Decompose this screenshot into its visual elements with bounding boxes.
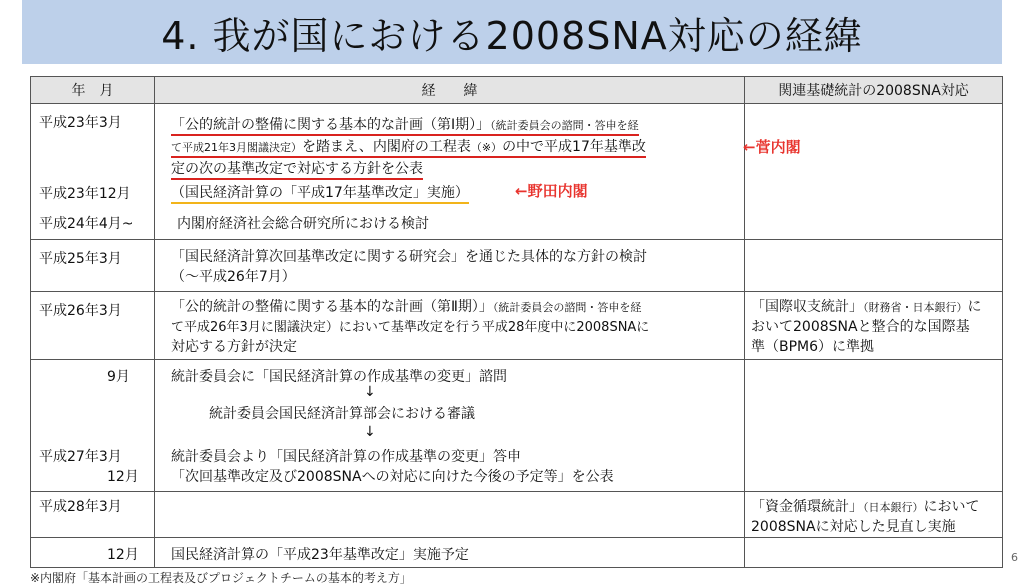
history-line: 国民経済計算の「平成23年基準改定」実施予定 <box>171 547 469 563</box>
date-cell <box>31 104 155 240</box>
related-cell <box>745 292 1003 360</box>
related-line <box>751 496 980 516</box>
history-line: 統計委員会国民経済計算部会における審議 <box>209 406 475 422</box>
related-line: 準（BPM6）に準拠 <box>751 339 875 355</box>
history-cell <box>155 492 745 538</box>
table-row <box>31 360 1003 492</box>
history-text: の中で平成17年基準改 <box>502 139 646 155</box>
date-text: 平成27年3月 <box>39 449 122 465</box>
table-row <box>31 538 1003 568</box>
history-line: （国民経済計算の「平成17年基準改定」実施） <box>171 182 469 204</box>
footnote-mark: （※） <box>470 141 503 154</box>
date-text: 平成28年3月 <box>39 499 122 515</box>
history-cell <box>155 240 745 292</box>
page-number: 6 <box>1011 551 1018 564</box>
plan-note: （統計委員会の諮問・答申を経 <box>492 301 642 314</box>
table-row <box>31 104 1003 240</box>
plan-name: 「公的統計の整備に関する基本的な計画（第Ⅰ期）」 <box>171 117 491 133</box>
related-cell <box>745 104 1003 240</box>
title-banner <box>22 0 1002 64</box>
date-cell <box>31 240 155 292</box>
arrow-down-icon: ↓ <box>364 424 376 440</box>
date-cell <box>31 360 155 492</box>
history-table <box>30 76 1003 568</box>
date-text: 平成25年3月 <box>39 251 122 267</box>
related-text: において <box>923 499 980 515</box>
history-line <box>171 114 639 136</box>
footnote: ※内閣府「基本計画の工程表及びプロジェクトチームの基本的考え方」 <box>30 571 412 585</box>
plan-name: 「公的統計の整備に関する基本的な計画（第Ⅱ期）」 <box>171 299 493 315</box>
date-text: 平成24年4月~ <box>39 216 134 232</box>
table-row <box>31 240 1003 292</box>
date-text: 平成23年3月 <box>39 115 122 131</box>
table-row <box>31 492 1003 538</box>
date-text: 12月 <box>107 547 139 563</box>
table-row <box>31 292 1003 360</box>
header-related: 関連基礎統計の2008SNA対応 <box>745 77 1003 104</box>
header-date: 年 月 <box>31 77 155 104</box>
history-line: 対応する方針が決定 <box>171 339 297 355</box>
history-line: 内閣府経済社会総合研究所における検討 <box>177 216 429 232</box>
related-cell <box>745 538 1003 568</box>
page-title: 4. 我が国における2008SNA対応の経緯 <box>161 13 863 58</box>
related-cell <box>745 492 1003 538</box>
history-line <box>171 136 646 158</box>
stat-name: 「国際収支統計」 <box>751 299 863 315</box>
history-line: て平成26年3月に閣議決定）において基準改定を行う平成28年度中に2008SNAに <box>171 320 650 335</box>
kan-cabinet-annotation: ←菅内閣 <box>743 138 801 156</box>
arrow-down-icon: ↓ <box>364 384 376 400</box>
history-line: 統計委員会より「国民経済計算の作成基準の変更」答申 <box>171 449 521 465</box>
history-line <box>171 296 641 316</box>
date-text: 平成23年12月 <box>39 186 131 202</box>
history-cell <box>155 360 745 492</box>
stat-name: 「資金循環統計」 <box>751 499 863 515</box>
related-line <box>751 296 982 316</box>
date-text: 9月 <box>107 369 130 385</box>
related-cell <box>745 360 1003 492</box>
history-line: 定の次の基準改定で対応する方針を公表 <box>171 158 423 180</box>
plan-note: て平成21年3月閣議決定） <box>171 141 302 154</box>
noda-cabinet-annotation: ←野田内閣 <box>515 182 588 200</box>
history-line: 「次回基準改定及び2008SNAへの対応に向けた今後の予定等」を公表 <box>171 469 614 485</box>
related-cell <box>745 240 1003 292</box>
history-cell <box>155 104 745 240</box>
related-line: おいて2008SNAと整合的な国際基 <box>751 319 970 335</box>
date-text: 12月 <box>107 469 139 485</box>
related-text: に <box>967 299 982 315</box>
stat-agency: （財務省・日本銀行） <box>863 301 968 314</box>
history-cell <box>155 538 745 568</box>
history-text: を踏まえ、内閣府の工程表 <box>302 139 471 155</box>
history-line: （～平成26年7月） <box>171 269 296 285</box>
history-line: 「国民経済計算次回基準改定に関する研究会」を通じた具体的な方針の検討 <box>171 249 647 265</box>
date-cell <box>31 538 155 568</box>
history-line: 統計委員会に「国民経済計算の作成基準の変更」諮問 <box>171 369 507 385</box>
header-history: 経 緯 <box>155 77 745 104</box>
date-cell <box>31 292 155 360</box>
header-row <box>31 77 1003 104</box>
date-cell <box>31 492 155 538</box>
history-cell <box>155 292 745 360</box>
related-line: 2008SNAに対応した見直し実施 <box>751 519 956 535</box>
stat-agency: （日本銀行） <box>863 501 924 514</box>
plan-note: （統計委員会の諮問・答申を経 <box>490 119 639 132</box>
date-text: 平成26年3月 <box>39 303 122 319</box>
